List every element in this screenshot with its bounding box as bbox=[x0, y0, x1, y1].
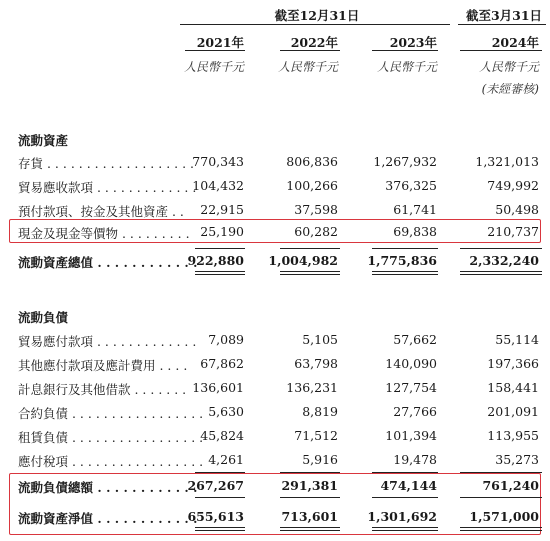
table-row bbox=[0, 332, 550, 350]
cell-2021: 25,190 bbox=[200, 224, 244, 239]
cell-2021: 45,824 bbox=[200, 428, 244, 443]
cell-2023: 57,662 bbox=[393, 332, 437, 347]
cell-2024: 1,321,013 bbox=[475, 154, 539, 169]
cell-2023: 127,754 bbox=[385, 380, 437, 395]
cell-2022: 37,598 bbox=[294, 202, 338, 217]
table-row bbox=[0, 452, 550, 470]
total-rule bbox=[372, 527, 438, 528]
cell-2023: 1,301,692 bbox=[367, 509, 437, 524]
year-header-2022: 2022年 bbox=[290, 35, 338, 50]
cell-2021: 67,862 bbox=[200, 356, 244, 371]
cell-2024: 55,114 bbox=[495, 332, 539, 347]
subtotal-rule bbox=[372, 497, 438, 498]
subtotal-rule bbox=[460, 497, 542, 498]
table-row bbox=[0, 202, 550, 220]
cell-2024: 197,366 bbox=[487, 356, 539, 371]
cell-2023: 19,478 bbox=[393, 452, 437, 467]
cell-2022: 5,916 bbox=[302, 452, 338, 467]
header-group-year-end: 截至12月31日 bbox=[274, 8, 360, 23]
year-rule bbox=[372, 50, 438, 51]
total-rule bbox=[372, 271, 438, 272]
row-label: 預付款項、按金及其他資產 . . bbox=[18, 204, 184, 219]
header-group-mar31: 截至3月31日 bbox=[465, 8, 543, 23]
table-row bbox=[0, 154, 550, 172]
row-label: 計息銀行及其他借款 . . . . . . . bbox=[18, 382, 187, 397]
total-rule bbox=[280, 274, 340, 275]
table-row bbox=[0, 356, 550, 374]
cell-2021: 22,915 bbox=[200, 202, 244, 217]
cell-2021: 5,630 bbox=[208, 404, 244, 419]
cell-2021: 4,261 bbox=[208, 452, 244, 467]
cell-2022: 71,512 bbox=[294, 428, 338, 443]
total-rule bbox=[195, 527, 245, 528]
subtotal-rule bbox=[280, 497, 340, 498]
cell-2022: 100,266 bbox=[286, 178, 338, 193]
year-header-2023: 2023年 bbox=[389, 35, 437, 50]
year-rule bbox=[280, 50, 340, 51]
cell-2024: 50,498 bbox=[495, 202, 539, 217]
total-rule bbox=[280, 527, 340, 528]
cell-2021: 104,432 bbox=[192, 178, 244, 193]
cell-2021: 7,089 bbox=[208, 332, 244, 347]
total-rule bbox=[460, 274, 542, 275]
cell-2023: 140,090 bbox=[385, 356, 437, 371]
total-rule bbox=[372, 530, 438, 531]
cell-2021: 655,613 bbox=[187, 509, 244, 524]
cell-2024: 113,955 bbox=[487, 428, 539, 443]
subtotal-rule bbox=[280, 248, 340, 249]
cell-2024: 749,992 bbox=[487, 178, 539, 193]
row-label: 流動資產總值 . . . . . . . . . . . . bbox=[18, 255, 198, 270]
year-header-2024: 2024年 bbox=[491, 35, 539, 50]
total-rule bbox=[372, 274, 438, 275]
subtotal-rule bbox=[372, 248, 438, 249]
cell-2024: 201,091 bbox=[487, 404, 539, 419]
table-row bbox=[0, 404, 550, 422]
total-rule bbox=[195, 530, 245, 531]
table-row-total bbox=[0, 253, 550, 271]
total-rule bbox=[195, 271, 245, 272]
year-header-2021: 2021年 bbox=[196, 35, 244, 50]
row-label: 流動資產淨值 . . . . . . . . . . . . bbox=[18, 511, 198, 526]
table-row bbox=[0, 380, 550, 398]
row-label: 租賃負債 . . . . . . . . . . . . . . . . . bbox=[18, 430, 204, 445]
row-label: 其他應付款項及應計費用 . . . . bbox=[18, 358, 188, 373]
total-rule bbox=[460, 271, 542, 272]
unit-label: 人民幣千元 bbox=[183, 60, 244, 74]
total-rule bbox=[460, 530, 542, 531]
total-rule bbox=[280, 530, 340, 531]
unit-label: 人民幣千元 bbox=[478, 60, 539, 74]
row-label: 合約負債 . . . . . . . . . . . . . . . . . bbox=[18, 406, 204, 421]
table-row bbox=[0, 224, 550, 242]
cell-2022: 63,798 bbox=[294, 356, 338, 371]
section-title-current-assets: 流動資產 bbox=[18, 133, 69, 148]
cell-2022: 806,836 bbox=[286, 154, 338, 169]
cell-2024: 761,240 bbox=[482, 478, 539, 493]
cell-2022: 5,105 bbox=[302, 332, 338, 347]
cell-2024: 2,332,240 bbox=[469, 253, 539, 268]
subtotal-rule bbox=[460, 248, 542, 249]
table-row-total bbox=[0, 478, 550, 496]
subtotal-rule bbox=[195, 497, 245, 498]
table-row bbox=[0, 428, 550, 446]
cell-2022: 8,819 bbox=[302, 404, 338, 419]
cell-2023: 101,394 bbox=[385, 428, 437, 443]
section-title-current-liabilities: 流動負債 bbox=[18, 310, 69, 325]
cell-2023: 1,775,836 bbox=[367, 253, 437, 268]
cell-2022: 291,381 bbox=[281, 478, 338, 493]
year-rule bbox=[185, 50, 245, 51]
cell-2023: 376,325 bbox=[385, 178, 437, 193]
cell-2022: 713,601 bbox=[281, 509, 338, 524]
cell-2024: 158,441 bbox=[487, 380, 539, 395]
cell-2021: 267,267 bbox=[187, 478, 244, 493]
row-label: 流動負債總額 . . . . . . . . . . . . bbox=[18, 480, 198, 495]
total-rule bbox=[280, 271, 340, 272]
cell-2024: 35,273 bbox=[495, 452, 539, 467]
year-rule bbox=[460, 50, 542, 51]
header-group-rule-2 bbox=[458, 24, 546, 25]
row-label: 存貨 . . . . . . . . . . . . . . . . . . . bbox=[18, 156, 195, 171]
total-rule bbox=[195, 274, 245, 275]
cell-2023: 474,144 bbox=[380, 478, 437, 493]
cell-2023: 61,741 bbox=[393, 202, 437, 217]
total-rule bbox=[460, 527, 542, 528]
unit-label: 人民幣千元 bbox=[277, 60, 338, 74]
cell-2021: 922,880 bbox=[187, 253, 244, 268]
cell-2022: 60,282 bbox=[294, 224, 338, 239]
table-row-net bbox=[0, 509, 550, 527]
cell-2022: 1,004,982 bbox=[268, 253, 338, 268]
cell-2024: 1,571,000 bbox=[469, 509, 539, 524]
unit-label: 人民幣千元 bbox=[376, 60, 437, 74]
table-row bbox=[0, 178, 550, 196]
cell-2021: 770,343 bbox=[192, 154, 244, 169]
cell-2024: 210,737 bbox=[487, 224, 539, 239]
header-group-rule bbox=[180, 24, 450, 25]
cell-2023: 69,838 bbox=[393, 224, 437, 239]
cell-2023: 27,766 bbox=[393, 404, 437, 419]
cell-2022: 136,231 bbox=[286, 380, 338, 395]
row-label: 應付稅項 . . . . . . . . . . . . . . . . . bbox=[18, 454, 204, 469]
row-label: 貿易應付款項 . . . . . . . . . . . . . bbox=[18, 334, 197, 349]
cell-2021: 136,601 bbox=[192, 380, 244, 395]
row-label: 貿易應收款項 . . . . . . . . . . . . . bbox=[18, 180, 197, 195]
subtotal-rule bbox=[195, 248, 245, 249]
cell-2023: 1,267,932 bbox=[373, 154, 437, 169]
unaudited-label: (未經審核) bbox=[481, 82, 539, 96]
row-label: 現金及現金等價物 . . . . . . . . . bbox=[18, 226, 190, 241]
